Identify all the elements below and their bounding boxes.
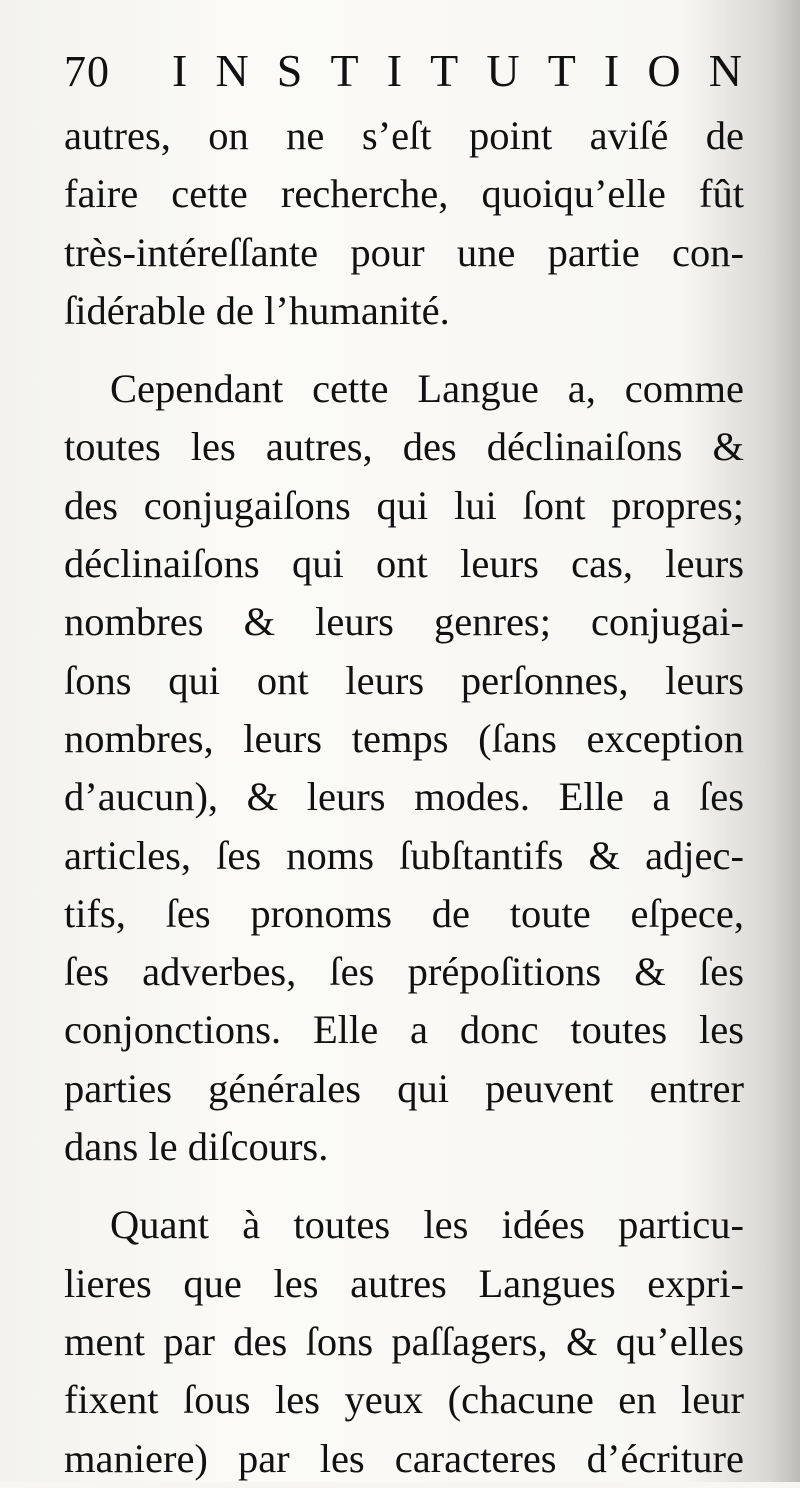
text-line: parties générales qui peuvent entrer <box>64 1065 744 1111</box>
text-line: ment par des ſons paſſagers, & qu’elles <box>64 1318 744 1364</box>
text-line: dans le diſcours. <box>64 1124 329 1170</box>
text-line: des conjugaiſons qui lui ſont propres; <box>64 482 744 528</box>
text-line: toutes les autres, des déclinaiſons & <box>64 424 744 470</box>
paragraph <box>64 107 744 340</box>
text-line: fixent ſous les yeux (chacune en leur <box>64 1377 744 1423</box>
text-line: conjonctions. Elle a donc toutes les <box>64 1007 744 1053</box>
paragraph <box>64 360 744 1176</box>
running-title-letter: I <box>386 45 403 96</box>
running-title <box>172 44 742 97</box>
text-line: ſes adverbes, ſes prépoſitions & ſes <box>64 949 744 995</box>
running-title-letter: N <box>708 45 742 96</box>
text-line: déclinaiſons qui ont leurs cas, leurs <box>64 541 744 587</box>
text-line: articles, ſes noms ſubſtantifs & adjec- <box>64 832 744 878</box>
running-title-letter: T <box>547 45 576 96</box>
page-number: 70 <box>64 47 110 96</box>
text-line: lieres que les autres Langues expri- <box>64 1260 744 1306</box>
text-line: autres, on ne s’eſt point aviſé de <box>64 113 744 158</box>
running-title-letter: T <box>330 45 359 96</box>
text-line: nombres, leurs temps (ſans exception <box>64 715 744 761</box>
text-line: ſons qui ont leurs perſonnes, leurs <box>64 657 744 703</box>
text-line: tifs, ſes pronoms de toute eſpece, <box>64 890 744 936</box>
running-title-letter: S <box>276 45 303 96</box>
paragraph <box>64 1196 744 1487</box>
running-title-letter: I <box>603 45 620 96</box>
text-line: Quant à toutes les idées particu- <box>110 1202 744 1248</box>
text-line: Cependant cette Langue a, comme <box>110 366 744 412</box>
page-header <box>64 44 754 104</box>
text-line: maniere) par les caracteres d’écriture <box>64 1435 744 1481</box>
running-title-letter: T <box>430 45 459 96</box>
text-line: nombres & leurs genres; conjugai- <box>64 599 744 645</box>
running-title-letter: I <box>172 45 188 96</box>
text-line: très-intéreſſante pour une partie con- <box>64 229 744 275</box>
running-title-letter: N <box>215 45 249 96</box>
text-line: ſidérable de l’humanité. <box>64 287 450 333</box>
running-title-letter: U <box>486 45 520 96</box>
text-line: faire cette recherche, quoiqu’elle fût <box>64 171 744 217</box>
running-title-letter: O <box>647 45 681 96</box>
body-text <box>64 107 744 1488</box>
text-line: d’aucun), & leurs modes. Elle a ſes <box>64 774 744 820</box>
